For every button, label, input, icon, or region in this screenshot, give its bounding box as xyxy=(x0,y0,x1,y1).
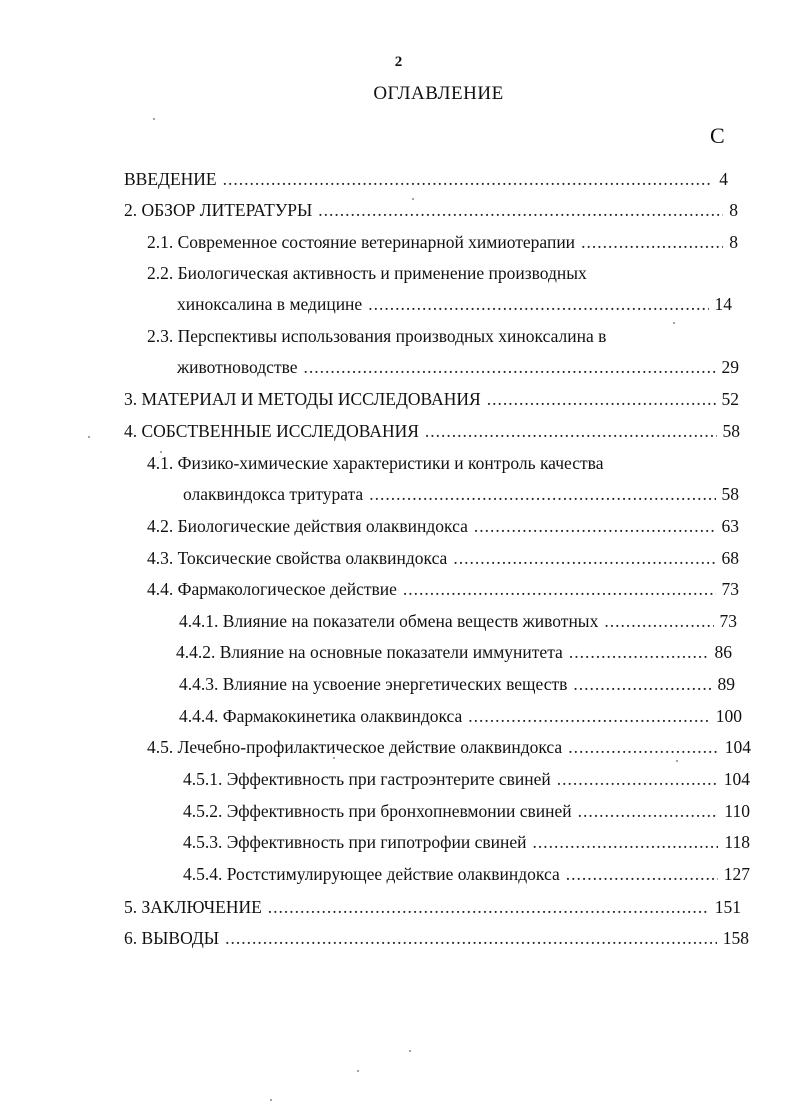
toc-entry-2-3-continuation[interactable] xyxy=(177,356,739,378)
toc-entry-findings[interactable] xyxy=(124,927,749,949)
toc-entry-label: 4.4. Фармакологическое действие xyxy=(147,579,397,599)
toc-entry-introduction[interactable] xyxy=(124,168,728,190)
toc-entry-page: 73 xyxy=(719,611,737,631)
toc-entry-label: 4.1. Физико-химические характеристики и контроль качества xyxy=(147,453,604,473)
toc-entry-page: 86 xyxy=(714,642,732,662)
toc-entry-page: 104 xyxy=(724,737,751,757)
toc-entry-label: 5. ЗАКЛЮЧЕНИЕ xyxy=(124,897,262,917)
toc-entry-page: 52 xyxy=(721,389,739,409)
toc-entry-page: 89 xyxy=(717,674,735,694)
toc-entry-2-2[interactable] xyxy=(147,262,587,284)
scan-speck xyxy=(160,451,162,453)
toc-entry-4-5-4[interactable] xyxy=(183,863,750,885)
toc-entry-label: 4.4.2. Влияние на основные показатели иммунитета xyxy=(176,642,563,662)
toc-entry-2-1[interactable] xyxy=(147,231,738,253)
toc-entry-page: 58 xyxy=(721,484,739,504)
page-column-header: С xyxy=(710,123,725,148)
toc-entry-materials-methods[interactable] xyxy=(124,388,739,410)
toc-entry-page: 4 xyxy=(719,169,728,189)
leader-dots xyxy=(268,896,709,918)
toc-entry-label: 4.5.2. Эффективность при бронхопневмонии свиней xyxy=(183,801,572,821)
page-title: ОГЛАВЛЕНИЕ xyxy=(373,83,504,104)
toc-entry-page: 118 xyxy=(724,832,750,852)
toc-entry-label: 4.3. Токсические свойства олаквиндокса xyxy=(147,548,448,568)
toc-entry-label: 4.4.1. Влияние на показатели обмена веществ животных xyxy=(179,611,599,631)
toc-entry-4-5-3[interactable] xyxy=(183,831,750,853)
toc-entry-4-4-3[interactable] xyxy=(179,673,735,695)
leader-dots xyxy=(578,800,719,822)
leader-dots xyxy=(566,863,718,885)
toc-entry-label: 2. ОБЗОР ЛИТЕРАТУРЫ xyxy=(124,200,313,220)
leader-dots xyxy=(604,610,713,632)
toc-entry-label: 4.5.3. Эффективность при гипотрофии свиней xyxy=(183,832,527,852)
leader-dots xyxy=(573,673,711,695)
toc-entry-literature-review[interactable] xyxy=(124,199,738,221)
scan-speck xyxy=(357,1070,359,1072)
leader-dots xyxy=(533,831,719,853)
toc-entry-label: 4.2. Биологические действия олаквиндокса xyxy=(147,516,468,536)
toc-entry-page: 73 xyxy=(721,579,739,599)
toc-entry-4-4-4[interactable] xyxy=(179,705,742,727)
scan-speck xyxy=(409,1050,411,1052)
toc-entry-label: 2.2. Биологическая активность и применение производных xyxy=(147,263,587,283)
leader-dots xyxy=(474,515,716,537)
toc-entry-label: 4.4.3. Влияние на усвоение энергетических веществ xyxy=(179,674,568,694)
toc-entry-4-4[interactable] xyxy=(147,578,739,600)
leader-dots xyxy=(557,768,718,790)
leader-dots xyxy=(487,388,716,410)
toc-entry-4-2[interactable] xyxy=(147,515,739,537)
toc-entry-label: 4.5.1. Эффективность при гастроэнтерите свиней xyxy=(183,769,551,789)
toc-entry-page: 29 xyxy=(721,357,739,377)
leader-dots xyxy=(304,356,716,378)
toc-entry-2-3[interactable] xyxy=(147,325,606,347)
toc-entry-page: 63 xyxy=(721,516,739,536)
toc-entry-4-1[interactable] xyxy=(147,452,603,474)
toc-entry-own-research[interactable] xyxy=(124,420,740,442)
scan-speck xyxy=(333,757,335,759)
toc-entry-page: 58 xyxy=(722,421,740,441)
toc-entry-4-4-1[interactable] xyxy=(179,610,737,632)
toc-entry-page: 151 xyxy=(714,897,741,917)
leader-dots xyxy=(468,705,709,727)
toc-entry-page: 127 xyxy=(723,864,750,884)
scan-speck xyxy=(153,118,155,120)
page-number: 2 xyxy=(394,54,403,70)
scan-speck xyxy=(270,1099,272,1101)
scan-speck xyxy=(676,760,678,762)
leader-dots xyxy=(453,547,715,569)
leader-dots xyxy=(568,736,719,758)
leader-dots xyxy=(581,231,723,253)
toc-entry-label: 2.1. Современное состояние ветеринарной химиотерапии xyxy=(147,232,576,252)
leader-dots xyxy=(425,420,717,442)
toc-entry-4-1-continuation[interactable] xyxy=(183,483,739,505)
toc-entry-page: 68 xyxy=(721,548,739,568)
toc-entry-label: 4.5.4. Ростстимулирующее действие олаквиндокса xyxy=(183,864,560,884)
toc-entry-label: 4.4.4. Фармакокинетика олаквиндокса xyxy=(179,706,463,726)
leader-dots xyxy=(569,641,709,663)
leader-dots xyxy=(403,578,716,600)
toc-entry-2-2-continuation[interactable] xyxy=(177,293,732,315)
toc-entry-label: 2.3. Перспективы использования производных хиноксалина в xyxy=(147,326,607,346)
toc-entry-page: 8 xyxy=(729,200,738,220)
leader-dots xyxy=(368,293,708,315)
toc-entry-continuation: олаквиндокса тритурата xyxy=(183,484,364,504)
toc-entry-label: 6. ВЫВОДЫ xyxy=(124,928,220,948)
toc-entry-label: 4.5. Лечебно-профилактическое действие олаквиндокса xyxy=(147,737,563,757)
toc-entry-continuation: животноводстве xyxy=(177,357,298,377)
toc-entry-4-5[interactable] xyxy=(147,736,751,758)
toc-entry-label: 3. МАТЕРИАЛ И МЕТОДЫ ИССЛЕДОВАНИЯ xyxy=(124,389,481,409)
toc-entry-page: 14 xyxy=(714,294,732,314)
toc-entry-4-5-1[interactable] xyxy=(183,768,750,790)
toc-entry-page: 110 xyxy=(724,801,750,821)
toc-entry-4-3[interactable] xyxy=(147,547,739,569)
toc-entry-continuation: хиноксалина в медицине xyxy=(177,294,363,314)
toc-entry-page: 104 xyxy=(723,769,750,789)
toc-entry-conclusion[interactable] xyxy=(124,896,741,918)
leader-dots xyxy=(223,168,714,190)
toc-entry-label: ВВЕДЕНИЕ xyxy=(124,169,217,189)
scan-speck xyxy=(88,436,90,438)
toc-entry-page: 100 xyxy=(715,706,742,726)
scan-speck xyxy=(412,198,414,200)
toc-entry-label: 4. СОБСТВЕННЫЕ ИССЛЕДОВАНИЯ xyxy=(124,421,419,441)
toc-entry-page: 8 xyxy=(729,232,738,252)
leader-dots xyxy=(225,927,717,949)
toc-entry-4-5-2[interactable] xyxy=(183,800,750,822)
leader-dots xyxy=(318,199,723,221)
scan-speck xyxy=(673,322,675,324)
toc-entry-4-4-2[interactable] xyxy=(176,641,732,663)
leader-dots xyxy=(369,483,715,505)
toc-entry-page: 158 xyxy=(722,928,749,948)
